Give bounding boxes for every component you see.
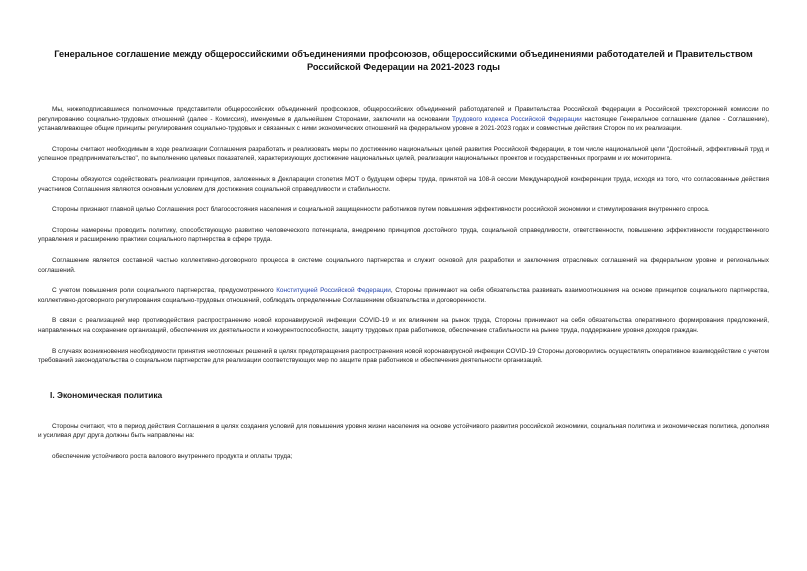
paragraph-constitution <box>38 286 769 305</box>
paragraph-collective-process: Соглашение является составной частью коллективно-договорного процесса в системе социального партнерства и служит основой для разработки и заключения отраслевых соглашений на федеральном уровне и региональных соглашений. <box>38 256 769 274</box>
paragraph-covid-measures: В связи с реализацией мер противодействия распространению новой коронавирусной инфекции COVID-19 и их влиянием на рынок труда, Стороны принимают на себя обязательства оперативного формирования предложений, направленных на сохранение организаций, обеспечения их деятельности и конкурентоспособности, защиту трудовых прав работников, обеспечение стабильности на рынке труда, поддержание уровня доходов граждан. <box>38 317 769 334</box>
paragraph-ilo-declaration: Стороны обязуются содействовать реализации принципов, заложенных в Декларации столетия МОТ о будущем сферы труда, принятой на 108-й сессии Международной конференции труда, исходя из того, что согласованные действия участников Соглашения являются основным условием для достижения социальной справедливости и стабильности. <box>38 175 769 193</box>
list-item: обеспечение устойчивого роста валового внутреннего продукта и оплаты труда; <box>52 452 293 460</box>
paragraph-text: , Стороны принимают на себя обязательства развивать взаимоотношения на основе принципов социального партнерства, коллективно-договорного регулирования социально-трудовых отношений, соблюдать определенные Соглашением обязательства и договоренности. <box>38 287 769 304</box>
constitution-link[interactable]: Конституцией Российской Федерации <box>276 287 391 295</box>
labor-code-link[interactable]: Трудового кодекса Российской Федерации <box>451 115 582 123</box>
document-page <box>38 48 769 461</box>
paragraph-preamble <box>38 105 769 134</box>
section-heading-economic-policy: I. Экономическая политика <box>50 389 163 400</box>
paragraph-covid-urgent: В случаях возникновения необходимости принятия неотложных решений в целях предотвращения распространения новой коронавирусной инфекции COVID-19 Стороны договорились осуществлять оперативное взаимодействие с учетом требований законодательства о социальном партнерстве для реализации соответствующих мер по защите прав работников и обеспечения деятельности организаций. <box>38 347 769 365</box>
paragraph-policy: Стороны намерены проводить политику, способствующую развитию человеческого потенциала, внедрению принципов достойного труда, социальной справедливости, ответственности, повышению эффективности государственного управления и расширению практики социального партнерства в сфере труда. <box>38 226 769 244</box>
paragraph-national-goals: Стороны считают необходимым в ходе реализации Соглашения разработать и реализовать меры по достижению национальных целей развития Российской Федерации, в том числе национальной цели "Достойный, эффективный труд и успешное предпринимательство", по выполнению целевых показателей, характеризующих достижение национальных целей, реализации национальных проектов и государственных программ и их мониторинга. <box>38 145 769 163</box>
paragraph-text: Мы, нижеподписавшиеся полномочные представители общероссийских объединений профсоюзов, общероссийских объединений работодателей и Правительства Российской Федерации в Российской трехсторонней комиссии по регулированию социально-трудовых отношений (далее - Комиссия), именуемые в дальнейшем Сторонами, заключили на основании <box>38 106 769 123</box>
paragraph-text: С учетом повышения роли социального партнерства, предусмотренного <box>52 287 277 295</box>
document-title: Генеральное соглашение между общероссийскими объединениями профсоюзов, общероссийскими объединениями работодателей и Правительством Российской Федерации на 2021-2023 годы <box>54 49 753 72</box>
paragraph-main-goal: Стороны признают главной целью Соглашения рост благосостояния населения и социальной защищенности работников путем повышения эффективности российской экономики и стимулирования внутреннего спроса. <box>52 206 710 214</box>
paragraph-text: настоящее Генеральное соглашение (далее - Соглашение), устанавливающее общие принципы регулирования социально-трудовых и связанных с ними экономических отношений на федеральном уровне в 2021-2023 годах и совместные действия Сторон по их реализации. <box>38 115 769 133</box>
paragraph-economic-intro: Стороны считают, что в период действия Соглашения в целях создания условий для повышения уровня жизни населения на основе устойчивого развития российской экономики, социальная политика и экономическая политика, дополняя и усиливая друг друга должны быть направлены на: <box>38 422 769 440</box>
